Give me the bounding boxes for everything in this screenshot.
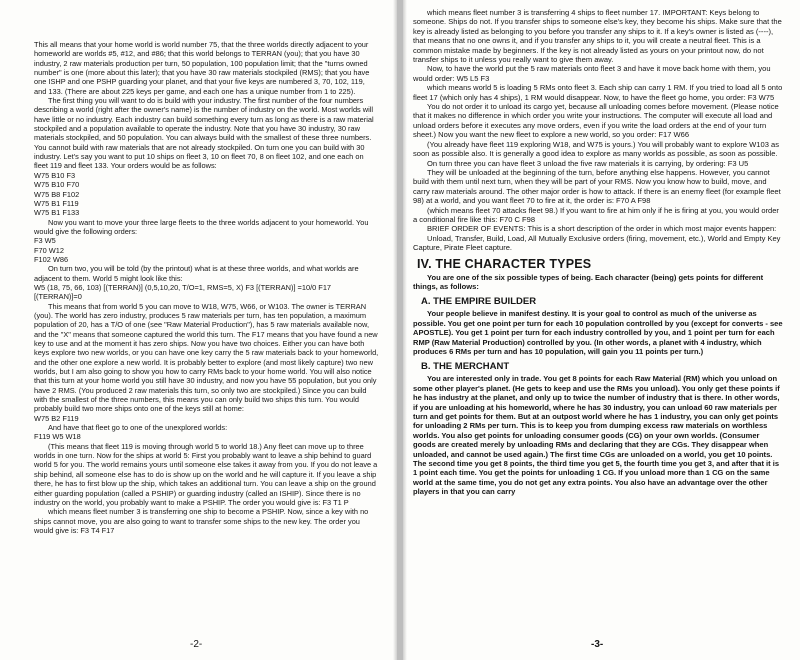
paragraph: which means world 5 is loading 5 RMs onto fleet 3. Each ship can carry 1 RM. If you tried to load all 5 onto fleet 17 (which only has 4 ships), 1 RM would disappear. Now, to have the fleet go home, you order: F3 W75 <box>413 83 783 102</box>
order-line: W75 B1 F119 <box>34 198 79 208</box>
empire-builder-text: Your people believe in manifest destiny. It is your goal to control as much of the universe as possible. You get one point per turn for each 10 population controlled by you (except for converts - see APOSTLE). You get 1 point per turn for each industry controlled by you, and 1 point per turn for each RMP (Raw Material Production) controlled by you. (In other words, a planet with 4 industry, which produces 6 RMs per turn and has 10 population, will gain you 11 points per turn.) <box>413 309 783 356</box>
right-page <box>403 0 800 660</box>
order-line: W75 B10 F3 <box>34 170 76 180</box>
merchant-text: You are interested only in trade. You get 8 points for each Raw Material (RM) which you unload on some other player's planet. (He gets to keep and use the RMs you unload). You only get these points if he has industry at the planet, and only up to twice the number of industry that is there. In other words, if you are unloading at his homeworld, where he has 30 industry, you can unload 60 raw materials per turn and get points for them. But at an outpost world where he has 1 industry, you can only get points for unloading 2 RMs per turn. This is to keep you from dumping excess raw materials on worthless worlds. You also get points for unloading consumer goods (CG) on your own worlds. (Consumer goods are created merely by unloading RMs and declaring that they are CGs. They disappear when unloaded, and cannot be used again.) The first time CGs are unloaded on a world, you get 10 points. The second time you get 8 points, the third time you get 5, the fourth time you get 3, and after that it is 1 point each time. You get the points for unloading 1 CG. If you unload more than 1 CG on the same world at the same time, you do not get any extra points. You also have an advantage over the other players in that you can carry <box>413 374 780 497</box>
paragraph: which means fleet number 3 is transferring one ship to become a PSHIP. Now, since a key with no ships cannot move, you are also going to want to transfer some ships to the new key. The order you would give is: F3 T4 F17 <box>34 507 369 535</box>
page-number: -2- <box>190 639 203 650</box>
section-heading: IV. THE CHARACTER TYPES <box>417 256 592 271</box>
paragraph: And have that fleet go to one of the unexplored worlds: <box>48 423 228 433</box>
paragraph: Now, to have the world put the 5 raw materials onto fleet 3 and have it move back home with them, you would order: W5 L5 F3 <box>413 64 771 83</box>
order-line: W75 B10 F70 <box>34 180 80 190</box>
paragraph: They will be unloaded at the beginning of the turn, before anything else happens. However, you cannot build with them until next turn, when they will be part of your RMS. Now you know how to build, move, and carry raw materials around. The other major order is how to attack. If there is an enemy fleet (for example fleet 98) at a world, and you want fleet 70 to fire at it, the order is: F70 A F98 <box>413 167 781 206</box>
order-line: F3 W5 <box>34 236 56 246</box>
paragraph: (You already have fleet 119 exploring W18, and W75 is yours.) You will probably want to explore W103 as soon as possible also. It is generally a good idea to explore as many worlds as possible, as soon as possible. <box>413 139 779 159</box>
paragraph: which means fleet number 3 is transferring 4 ships to fleet number 17. IMPORTANT: Keys belong to someone. Ships do not. If you transfer ships to someone else's key, they become his ships. Make sure that the key is already listed as belonging to you before you transfer any ships to it. If a key's owner is listed as (----), that means that no one owns it, and if you transfer any ships to it, you will create a neutral fleet. This is a common mistake made by beginners. If the key is not already listed as yours on your printout now, do not transfer ships to it unless you really want to give them away. <box>413 8 782 65</box>
paragraph: (This means that fleet 119 is moving through world 5 to world 18.) Any fleet can move up to three worlds in one turn. Now for the ships at world 5: First you probably want to leave a ship behind to guard world 5 for you. The world remains yours until someone else takes it away from you. If you do not leave a ship behind, all someone else has to do is show up on the world and he will capture it. If you leave a ship there, he has to first blow up the ship, which takes an additional turn. You can leave a ship on the ground either guarding population (called a PSHIP) or guarding industry (called an ISHIP). Since there is no industry on the world, you probably want to make a PSHIP. The order you would give is: F3 T1 P <box>34 441 378 507</box>
order-line: F70 W12 <box>34 245 64 255</box>
paragraph: On turn two, you will be told (by the printout) what is at these three worlds, and what worlds are adjacent to them. World 5 might look like this: <box>34 264 359 283</box>
left-page <box>0 0 397 660</box>
paragraph: This means that from world 5 you can move to W18, W75, W66, or W103. The owner is TERRAN (you). The world has zero industry, produces 5 raw materials per turn, has ten population, a maximum population of 20, has a T/O of one (see "Raw Material Production"), has 5 raw materials available now, and the "X" means that someone captured the world this turn. The F17 means that you have found a new key to use and at the moment it has zero ships. Now you have two choices. Either you can have both keys explore two new worlds, or you can have one key carry the 5 raw materials back to your homeworld, and the other one explore a new world. It is probably better to explore (and most likely capture) two new worlds, but I am also going to show you how to carry RMs back to your home world. You will also notice that this turn at your home world you still have 30 industry, and now you have 55 population, but you only have 2 RMS. (You produced 2 raw materials this turn, so only two are stockpiled.) Since you can build with the smallest of the three numbers, this means you can only build two ships this turn. You would probably build two more ships onto one of the keys still at home: <box>34 301 379 414</box>
section-intro: You are one of the six possible types of being. Each character (being) gets points for different things, as follows: <box>413 272 764 291</box>
order-line: W75 B2 F119 <box>34 413 79 423</box>
subsection-heading-merchant: B. THE MERCHANT <box>421 361 510 373</box>
order-line: F119 W5 W18 <box>34 432 81 442</box>
page-number: -3- <box>591 639 604 650</box>
order-line: F102 W86 <box>34 254 69 264</box>
subsection-heading-empire-builder: A. THE EMPIRE BUILDER <box>421 296 537 308</box>
world-printout: W5 (18, 75, 66, 103) [(TERRAN)] (0,5,10,20, T/O=1, RMS=5, X) F3 [(TERRAN)] =10/0 F17 [(TERRAN)]=0 <box>34 282 332 302</box>
paragraph: On turn three you can have fleet 3 unload the five raw materials it is carrying, by ordering: F3 U5 <box>427 158 749 168</box>
paragraph: This all means that your home world is world number 75, that the three worlds directly adjacent to your homeworld are worlds #5, #12, and #86; that this world belongs to TERRAN (you); that you have 30 industry, 2 raw materials production per turn, 50 population, 100 population limit; that the "turns owned number" is one (more about this later); that you have 30 raw materials stockpiled (RMS); that you have one ISHP and one PSHP guarding your planet, and that your five keys are numbered 3, 70, 102, 119, and 133. (There are about 225 keys per game, and each one has a unique number from 1 to 225). <box>34 40 370 96</box>
paragraph: BRIEF ORDER OF EVENTS: This is a short description of the order in which most major events happen: <box>427 224 777 234</box>
order-line: W75 B8 F102 <box>34 189 80 199</box>
paragraph: (which means fleet 70 attacks fleet 98.) If you want to fire at him only if he is firing at you, you would order a conditional fire like this: F70 C F98 <box>413 205 779 224</box>
order-line: W75 B1 F133 <box>34 208 80 218</box>
paragraph: You do not order it to unload its cargo yet, because all unloading comes before movement. (Please notice that it makes no difference in which order you write your instructions. The computer will execute all load and unload orders before it executes any move orders, even if you write the load orders at the end of your turn sheet.) Now you want the new fleet to explore a new world, so you order: F17 W66 <box>413 102 779 140</box>
paragraph: Unload, Transfer, Build, Load, All Mutually Exclusive orders (firing, movement, etc.), World and Empty Key Capture, Pirate Fleet capture. <box>413 233 781 253</box>
paragraph: Now you want to move your three large fleets to the three worlds adjacent to your homeworld. You would give the following orders: <box>34 217 369 236</box>
paragraph: The first thing you will want to do is build with your industry. The first number of the four numbers describing a world (right after the owner's name) is the number of industry on the world. Most worlds will have little or no industry. Each industry can build something every turn as long as there is a raw material stockpiled and a population available to operate the industry. Note that you have 30 industry, 30 raw materials stockpiled, and 50 population. You can always build with the smallest of these three numbers. You cannot build with raw materials that are not already stockpiled. On turn one you can build with 30 industry. Let's say you want to put 10 ships on fleet 3, 10 on fleet 70, 8 on fleet 102, and one each on fleet 119 and fleet 133. Your orders would be as follows: <box>34 96 374 171</box>
